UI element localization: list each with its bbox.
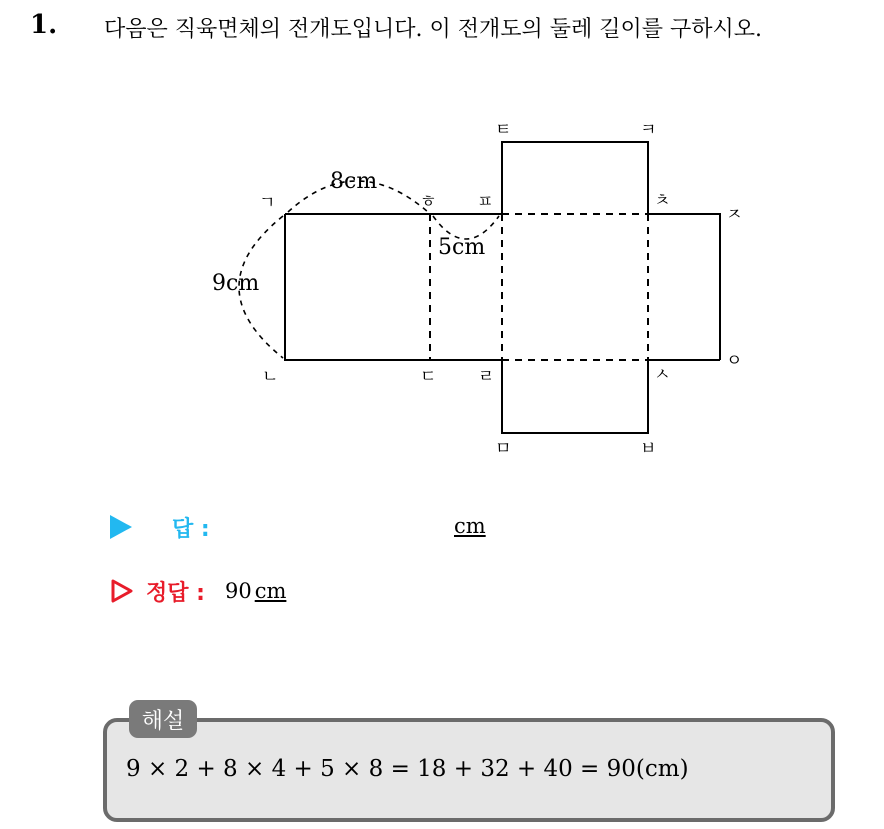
vertex-label-j: ㅈ (726, 205, 743, 225)
answer-label: 답 : (172, 516, 210, 542)
explanation-tab: 해설 (129, 700, 197, 738)
vertex-label-g: ㄱ (259, 193, 276, 213)
answer-row (110, 510, 210, 544)
correct-answer-label: 정답 : (146, 580, 205, 606)
measure-top-label: 8cm (330, 169, 378, 194)
vertex-label-b: ㅂ (640, 439, 657, 459)
vertex-label-k: ㅋ (640, 120, 657, 140)
measure-left-label: 9cm (212, 271, 260, 296)
vertex-label-r: ㄹ (478, 367, 495, 387)
vertex-label-d: ㄷ (420, 367, 437, 387)
answer-unit: cm (454, 514, 486, 538)
play-outline-icon (110, 578, 134, 604)
explanation-formula: 9 × 2 + 8 × 4 + 5 × 8 = 18 + 32 + 40 = 90(cm) (126, 756, 689, 782)
vertex-label-n: ㄴ (262, 367, 279, 387)
correct-answer-row (110, 574, 286, 608)
vertex-label-p: ㅍ (477, 192, 494, 212)
vertex-label-ch: ㅊ (654, 191, 671, 211)
vertex-label-t: ㅌ (495, 120, 512, 140)
question-number: 1. (30, 10, 58, 40)
correct-answer-value: 90 (224, 579, 252, 603)
vertex-label-s: ㅅ (654, 365, 671, 385)
vertex-label-m: ㅁ (495, 439, 512, 459)
vertex-label-o: ㅇ (726, 351, 743, 371)
question-text: 다음은 직육면체의 전개도입니다. 이 전개도의 둘레 길이를 구하시오. (104, 17, 762, 42)
measure-small-label: 5cm (438, 235, 486, 260)
vertex-label-h: ㅎ (420, 192, 437, 212)
correct-answer-unit: cm (254, 579, 287, 603)
play-filled-icon (110, 515, 132, 539)
